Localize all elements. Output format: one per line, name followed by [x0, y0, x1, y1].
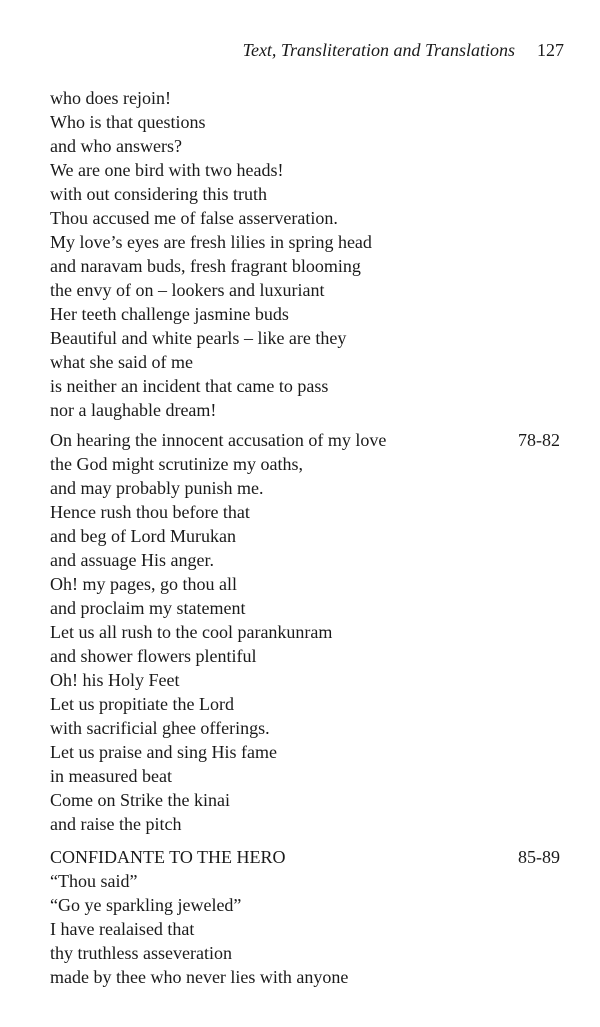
verse-line: Let us propitiate the Lord [50, 694, 234, 714]
verse-line: “Thou said” [50, 871, 138, 891]
verse-line: in measured beat [50, 766, 172, 786]
running-title: Text, Transliteration and Translations [242, 40, 515, 60]
verse-block-3 [50, 845, 560, 989]
verse-line: I have realaised that [50, 919, 195, 939]
verse-line: Beautiful and white pearls – like are they [50, 328, 347, 348]
verse-line: with sacrificial ghee offerings. [50, 718, 270, 738]
verse-block-2 [50, 428, 560, 836]
verse-line: and naravam buds, fresh fragrant blooming [50, 256, 361, 276]
page-number: 127 [537, 40, 564, 60]
verse-line: We are one bird with two heads! [50, 160, 284, 180]
verse-line: and assuage His anger. [50, 550, 214, 570]
verse-line: Oh! my pages, go thou all [50, 574, 237, 594]
verse-line: and raise the pitch [50, 814, 182, 834]
verse-line: and who answers? [50, 136, 182, 156]
verse-line: made by thee who never lies with anyone [50, 967, 349, 987]
verse-line: the envy of on – lookers and luxuriant [50, 280, 325, 300]
verse-line: Let us all rush to the cool parankunram [50, 622, 333, 642]
verse-line: My love’s eyes are fresh lilies in spring head [50, 232, 372, 252]
verse-line: and proclaim my statement [50, 598, 246, 618]
verse-line: Thou accused me of false asserveration. [50, 208, 338, 228]
verse-line: the God might scrutinize my oaths, [50, 454, 303, 474]
verse-line: Hence rush thou before that [50, 502, 250, 522]
verse-line: with out considering this truth [50, 184, 267, 204]
verse-line: “Go ye sparkling jeweled” [50, 895, 242, 915]
verse-line: Oh! his Holy Feet [50, 670, 180, 690]
verse-line: what she said of me [50, 352, 193, 372]
verse-block-1 [50, 86, 560, 422]
verse-line: thy truthless asseveration [50, 943, 232, 963]
verse-line: Who is that questions [50, 112, 206, 132]
verse-reference: 85-89 [518, 847, 560, 867]
verse-line: nor a laughable dream! [50, 400, 217, 420]
verse-line: Let us praise and sing His fame [50, 742, 277, 762]
verse-line: Come on Strike the kinai [50, 790, 230, 810]
section-heading: CONFIDANTE TO THE HERO [50, 847, 286, 867]
verse-line: is neither an incident that came to pass [50, 376, 329, 396]
verse-reference: 78-82 [518, 430, 560, 450]
verse-line: and may probably punish me. [50, 478, 264, 498]
verse-line: Her teeth challenge jasmine buds [50, 304, 289, 324]
verse-line: who does rejoin! [50, 88, 171, 108]
verse-line: and beg of Lord Murukan [50, 526, 236, 546]
verse-line: and shower flowers plentiful [50, 646, 257, 666]
running-header [243, 40, 564, 61]
verse-line: On hearing the innocent accusation of my love [50, 430, 387, 450]
